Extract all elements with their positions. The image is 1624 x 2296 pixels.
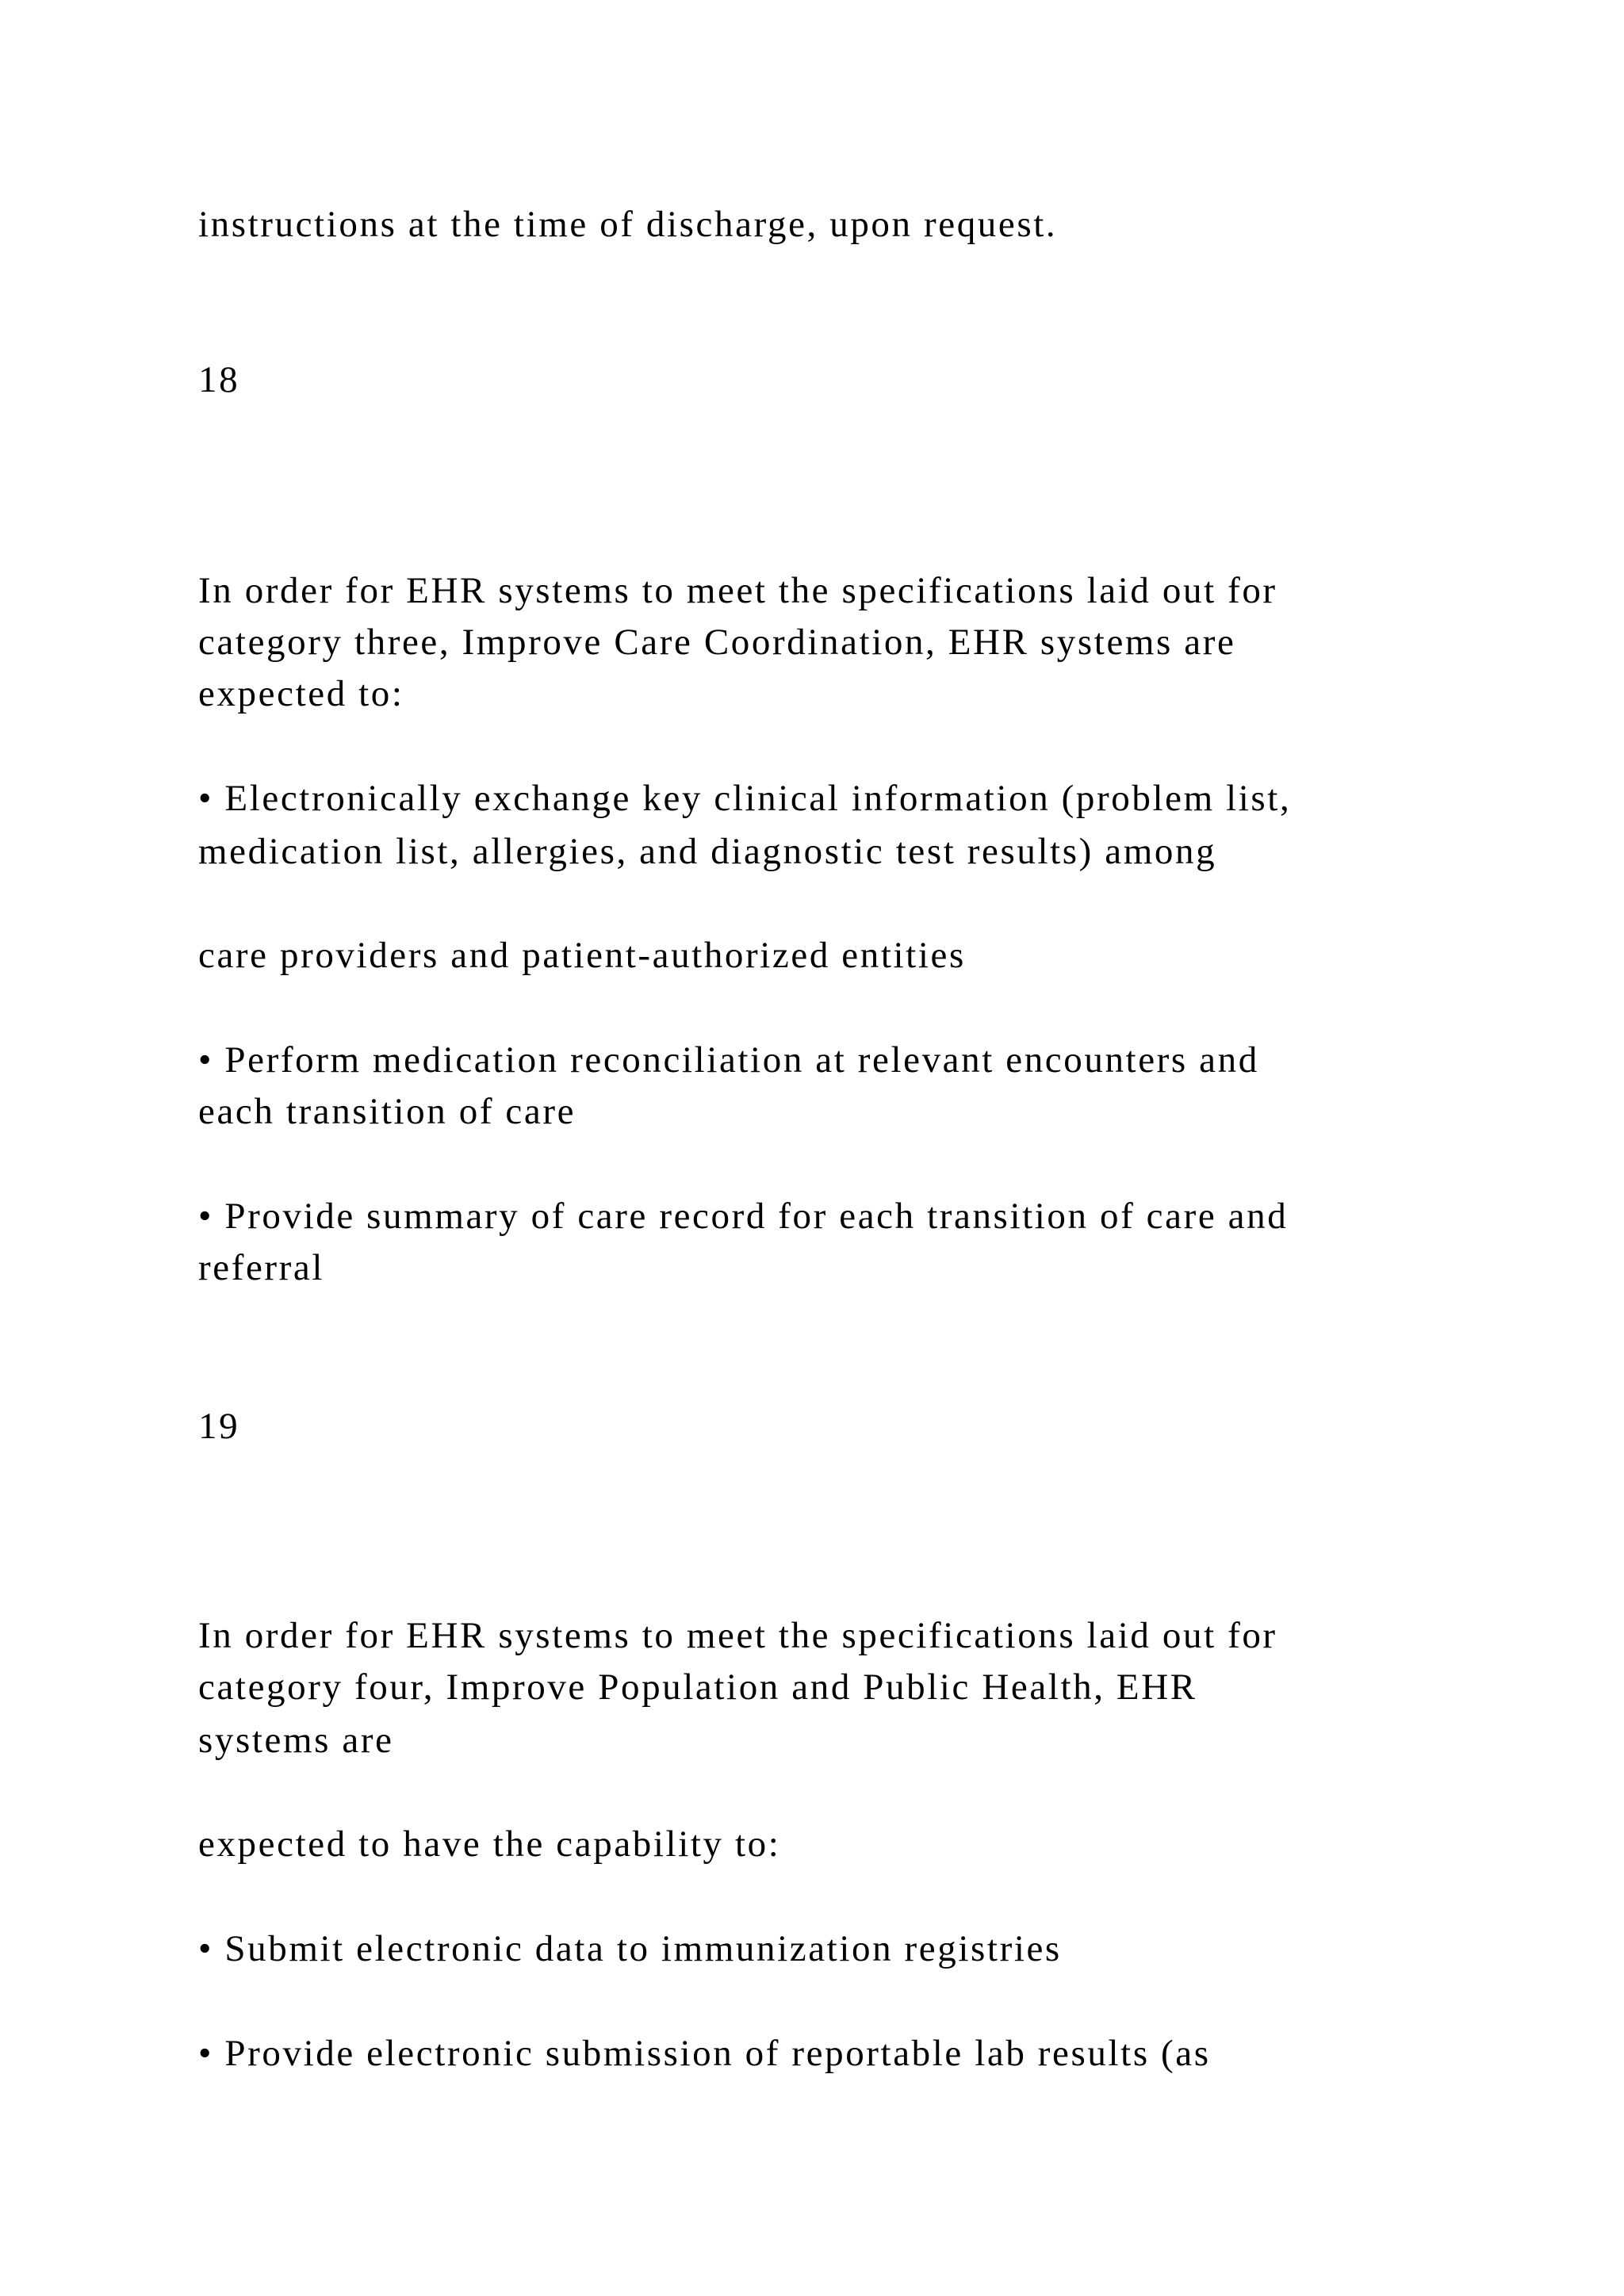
text-line: In order for EHR systems to meet the specifications laid out for [198,1615,1277,1656]
text-line: instructions at the time of discharge, upon request. [198,204,1058,245]
bullet-item: • Provide summary of care record for each transition of care and [198,1196,1289,1237]
text-line: In order for EHR systems to meet the specifications laid out for [198,570,1277,611]
bullet-item: • Submit electronic data to immunization registries [198,1928,1062,1969]
text-line: expected to have the capability to: [198,1823,781,1865]
text-line: care providers and patient-authorized entities [198,935,966,976]
bullet-item: • Provide electronic submission of reportable lab results (as [198,2033,1211,2074]
text-line: each transition of care [198,1091,576,1132]
text-line: referral [198,1247,325,1288]
page-number: 18 [198,359,240,400]
bullet-item: • Perform medication reconciliation at relevant encounters and [198,1039,1259,1081]
page-number: 19 [198,1406,240,1447]
text-line: systems are [198,1720,394,1761]
text-line: medication list, allergies, and diagnostic test results) among [198,831,1217,872]
text-line: expected to: [198,673,404,714]
text-line: category three, Improve Care Coordination, EHR systems are [198,622,1236,663]
bullet-item: • Electronically exchange key clinical information (problem list, [198,778,1292,819]
text-line: category four, Improve Population and Public Health, EHR [198,1667,1197,1708]
